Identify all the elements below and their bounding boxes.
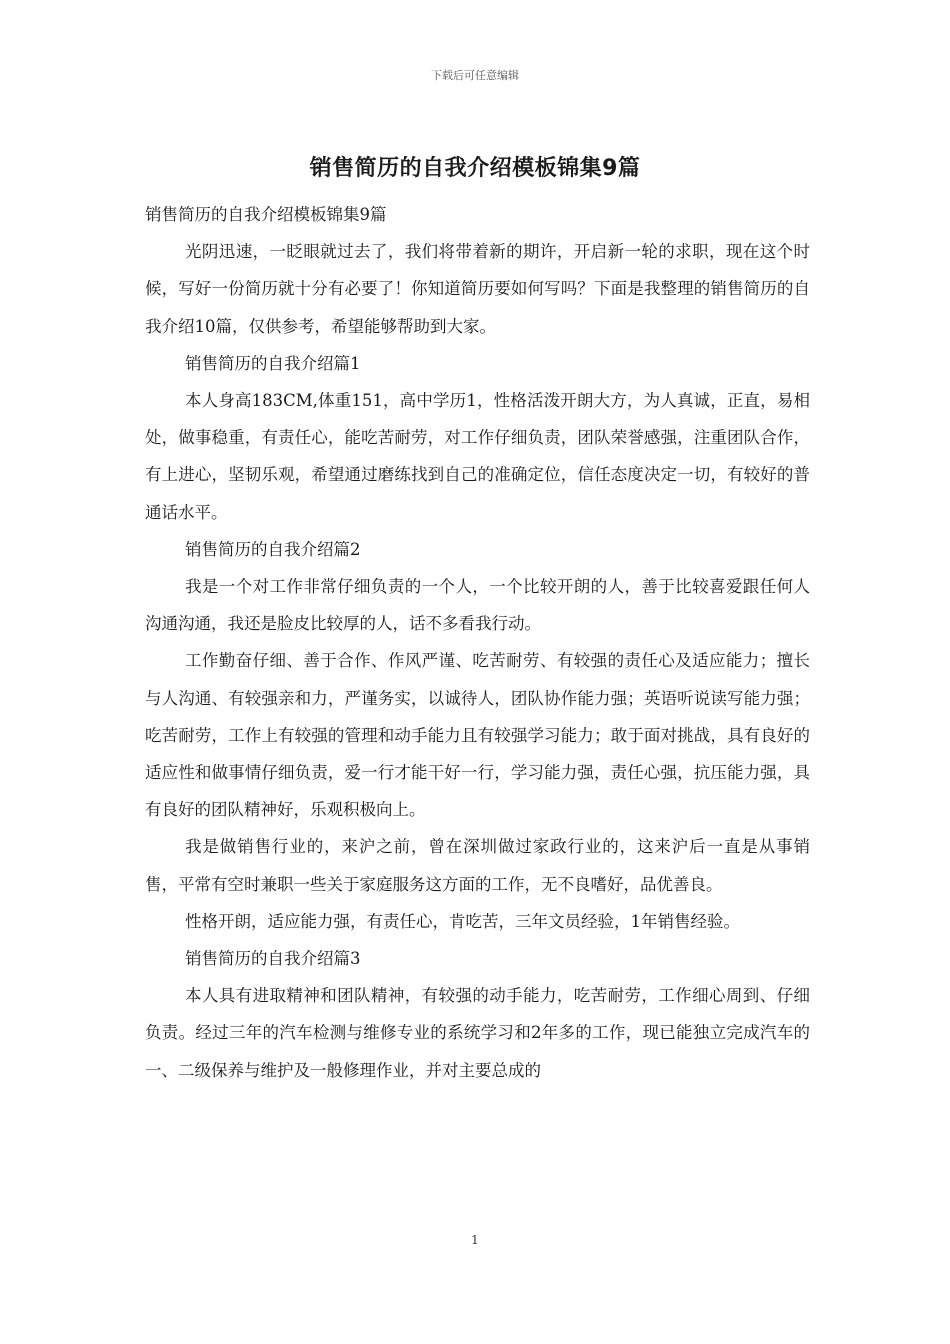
body-paragraph: 工作勤奋仔细、善于合作、作风严谨、吃苦耐劳、有较强的责任心及适应能力；擅长与人沟通、有较强亲和力，严谨务实，以诚待人，团队协作能力强；英语听说读写能力强；吃苦耐劳，工作上有较强的管理和动手能力且有较强学习能力；敢于面对挑战，具有良好的适应性和做事情仔细负责，爱一行才能干好一行，学习能力强，责任心强，抗压能力强，具有良好的团队精神好，乐观积极向上。 bbox=[145, 651, 810, 820]
subtitle-paragraph: 销售简历的自我介绍模板锦集9篇 bbox=[145, 205, 387, 224]
section-heading-1: 销售简历的自我介绍篇1 bbox=[185, 353, 361, 373]
body-paragraph: 性格开朗，适应能力强，有责任心，肯吃苦，三年文员经验，1年销售经验。 bbox=[185, 911, 740, 931]
body-paragraph: 我是一个对工作非常仔细负责的一个人，一个比较开朗的人，善于比较喜爱跟任何人沟通沟通，我还是脸皮比较厚的人，话不多看我行动。 bbox=[145, 577, 810, 634]
body-paragraph: 我是做销售行业的，来沪之前，曾在深圳做过家政行业的，这来沪后一直是从事销售，平常有空时兼职一些关于家庭服务这方面的工作，无不良嗜好，品优善良。 bbox=[145, 837, 810, 894]
body-paragraph: 本人身高183CM,体重151，高中学历1，性格活泼开朗大方，为人真诚，正直，易相处，做事稳重，有责任心，能吃苦耐劳，对工作仔细负责，团队荣誉感强，注重团队合作，有上进心，坚韧乐观，希望通过磨练找到自己的准确定位，信任态度决定一切，有较好的普通话水平。 bbox=[145, 391, 810, 522]
section-heading-3: 销售简历的自我介绍篇3 bbox=[185, 949, 361, 969]
page-header: 下载后可任意编辑 bbox=[431, 69, 519, 82]
section-heading-2: 销售简历的自我介绍篇2 bbox=[185, 539, 361, 559]
intro-paragraph: 光阴迅速，一眨眼就过去了，我们将带着新的期许，开启新一轮的求职，现在这个时候，写好一份简历就十分有必要了！你知道简历要如何写吗？下面是我整理的销售简历的自我介绍10篇，仅供参考，希望能够帮助到大家。 bbox=[145, 242, 810, 336]
document-title: 销售简历的自我介绍模板锦集9篇 bbox=[309, 156, 641, 181]
body-paragraph: 本人具有进取精神和团队精神，有较强的动手能力，吃苦耐劳，工作细心周到、仔细负责。经过三年的汽车检测与维修专业的系统学习和2年多的工作，现已能独立完成汽车的一、二级保养与维护及一般修理作业，并对主要总成的 bbox=[145, 986, 810, 1080]
page-number: 1 bbox=[471, 1233, 479, 1247]
document-body bbox=[145, 196, 810, 1089]
